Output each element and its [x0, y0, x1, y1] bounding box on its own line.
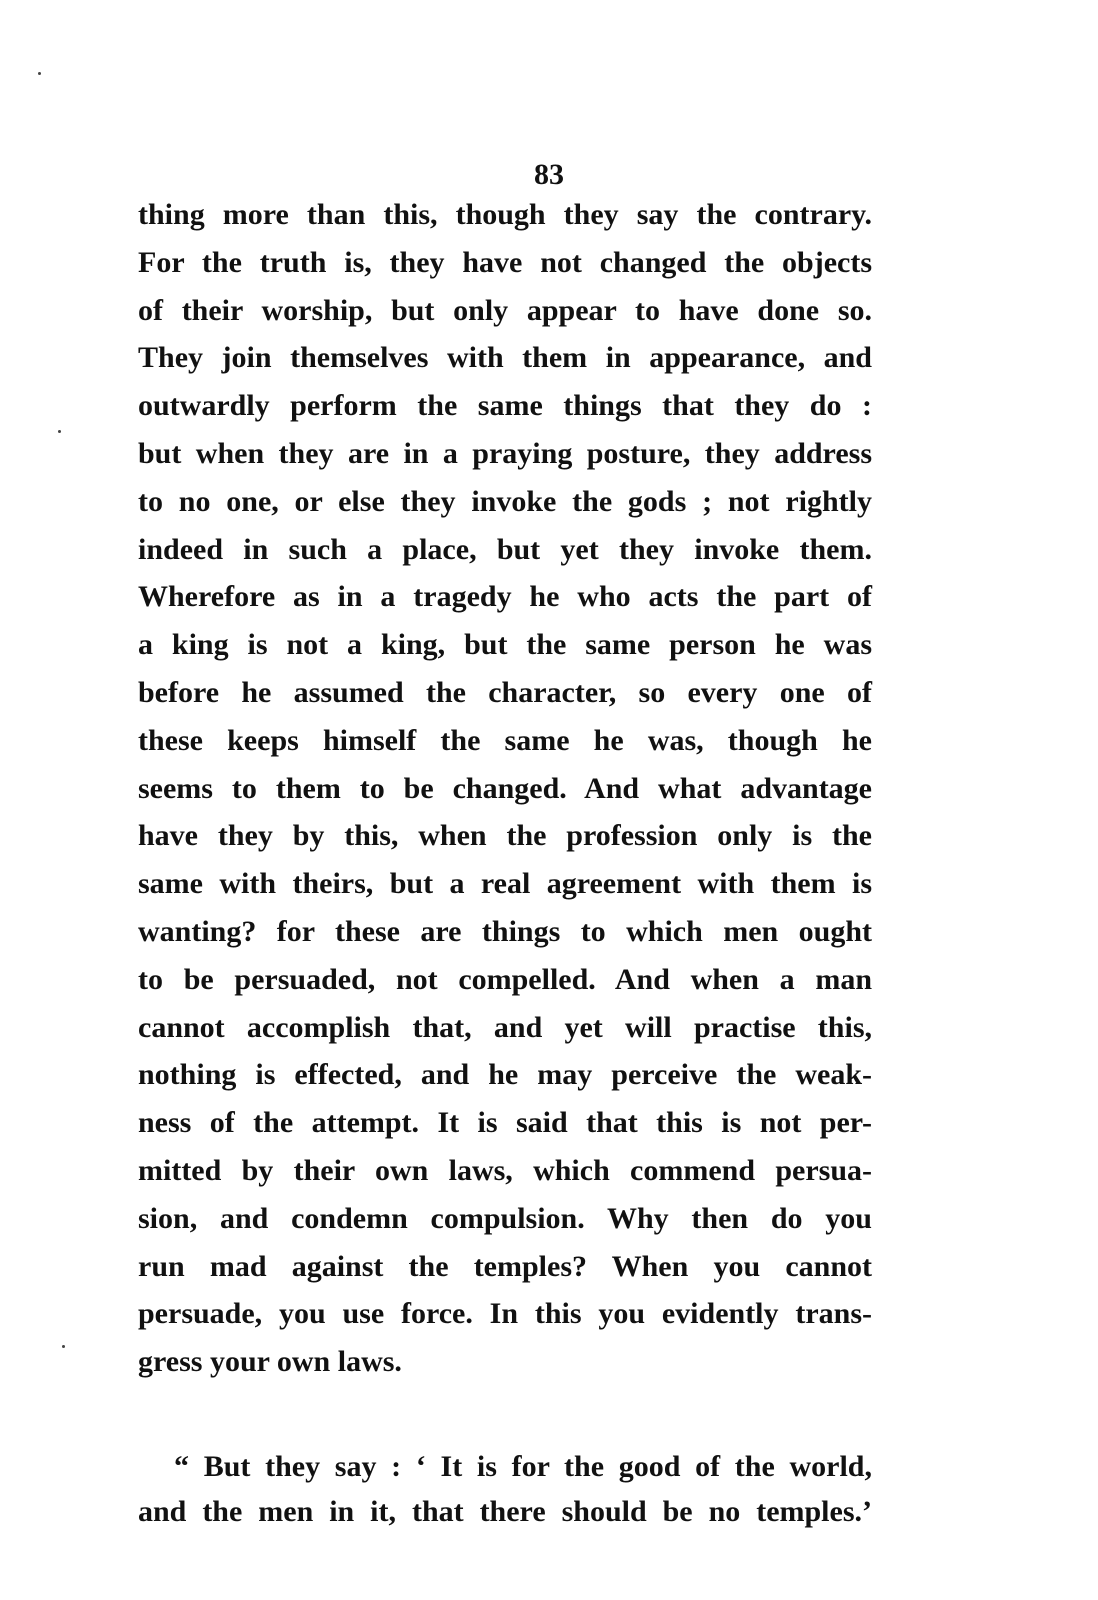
text-line: and the men in it, that there should be no temples.’ — [138, 1495, 872, 1528]
scan-speck — [38, 72, 41, 75]
text-line: persuade, you use force. In this you evidently trans- — [138, 1297, 872, 1331]
text-line: seems to them to be changed. And what advantage — [138, 771, 872, 805]
text-line: have they by this, when the profession only is the — [138, 819, 872, 853]
text-line: before he assumed the character, so every one of — [138, 675, 872, 709]
text-line: thing more than this, though they say the contrary. — [138, 198, 872, 231]
text-line: wanting? for these are things to which men ought — [138, 914, 872, 948]
scan-speck — [58, 430, 61, 433]
scan-speck — [62, 1345, 65, 1348]
text-line: these keeps himself the same he was, though he — [138, 723, 872, 757]
text-line: sion, and condemn compulsion. Why then do you — [138, 1201, 872, 1235]
text-line: For the truth is, they have not changed the objects — [138, 245, 872, 279]
text-line: indeed in such a place, but yet they invoke them. — [138, 532, 872, 566]
paragraph-1 — [138, 191, 872, 1386]
text-line: of their worship, but only appear to have done so. — [138, 293, 872, 327]
text-line: gress your own laws. — [138, 1345, 402, 1379]
text-line: Wherefore as in a tragedy he who acts the part of — [138, 580, 872, 614]
text-line: cannot accomplish that, and yet will practise this, — [138, 1010, 872, 1044]
text-line: nothing is effected, and he may perceive the weak- — [138, 1058, 872, 1092]
text-line: but when they are in a praying posture, they address — [138, 436, 872, 470]
text-line: run mad against the temples? When you cannot — [138, 1249, 872, 1283]
text-line: They join themselves with them in appearance, and — [138, 341, 872, 375]
text-line: a king is not a king, but the same person he was — [138, 628, 872, 662]
text-line: to no one, or else they invoke the gods ; not rightly — [138, 484, 872, 518]
text-line: “ But they say : ‘ It is for the good of the world, — [174, 1450, 872, 1483]
page-number: 83 — [534, 158, 564, 191]
text-line: to be persuaded, not compelled. And when a man — [138, 962, 872, 996]
paragraph-2 — [138, 1444, 872, 1534]
text-line: ness of the attempt. It is said that this is not per- — [138, 1106, 872, 1140]
text-line: outwardly perform the same things that they do : — [138, 389, 872, 423]
text-line: mitted by their own laws, which commend persua- — [138, 1153, 872, 1187]
text-line: same with theirs, but a real agreement with them is — [138, 867, 872, 901]
